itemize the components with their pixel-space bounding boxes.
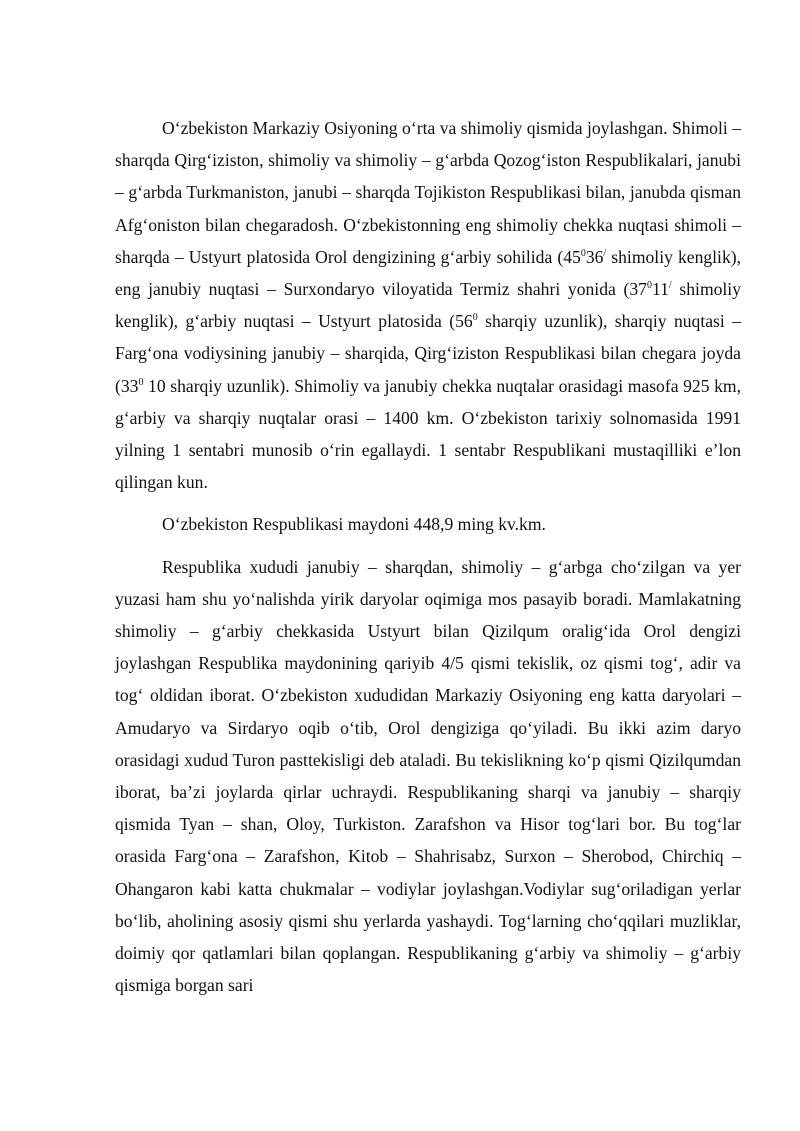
paragraph-relief: Respublika xududi janubiy – sharqdan, shimoliy – g‘arbga cho‘zilgan va yer yuzasi ham shu yo‘nalishda yirik daryolar oqimiga mos pasayib boradi. Mamlakatning shimoliy – g‘arbiy chekkasida Ustyurt bilan Qizilqum oralig‘ida Orol dengizi joylashgan Respublika maydonining qariyib 4/5 qismi tekislik, oz qismi tog‘, adir va tog‘ oldidan iborat. O‘zbekiston xududidan Markaziy Osiyoning eng katta daryolari – Amudaryo va Sirdaryo oqib o‘tib, Orol dengiziga qo‘yiladi. Bu ikki azim daryo orasidagi xudud Turon pasttekisligi deb ataladi. Bu tekislikning ko‘p qismi Qizilqumdan iborat, ba’zi joylarda qirlar uchraydi. Respublikaning sharqi va janubiy – sharqiy qismida Tyan – shan, Oloy, Turkiston. Zarafshon va Hisor tog‘lari bor. Bu tog‘lar orasida Farg‘ona – Zarafshon, Kitob – Shahrisabz, Surxon – Sherobod, Chirchiq – Ohangaron kabi katta chukmalar – vodiylar joylashgan.Vodiylar sug‘oriladigan yerlar bo‘lib, aholining asosiy qismi shu yerlarda yashaydi. Tog‘larning cho‘qqilari muzliklar, doimiy qor qatlamlari bilan qoplangan. Respublikaning g‘arbiy va shimoliy – g‘arbiy qismiga borgan sari — [115, 556, 741, 996]
paragraph-geography-borders: O‘zbekiston Markaziy Osiyoning o‘rta va shimoliy qismida joylashgan. Shimoli – sharqda Qirg‘iziston, shimoliy va shimoliy – g‘arbda Qozog‘iston Respublikalari, janubi – g‘arbda Turkmaniston, janubi – sharqda Tojikiston Respublikasi bilan, janubda qisman Afg‘oniston bilan chegaradosh. O‘zbekistonning eng shimoliy chekka nuqtasi shimoli – sharqda – Ustyurt platosida Orol dengizining g‘arbiy sohilida ($45^036^/$ shimoliy kenglik), eng janubiy nuqtasi – Surxondaryo viloyatida Termiz shahri yonida ($37^011^/$ shimoliy kenglik), g‘arbiy nuqtasi – Ustyurt platosida ($56^0$ sharqiy uzunlik), sharqiy nuqtasi – Farg‘ona vodiysining janubiy – sharqida, Qirg‘iziston Respublikasi bilan chegara joyda ($33^0$ 10 sharqiy uzunlik). Shimoliy va janubiy chekka nuqtalar orasidagi masofa 925 km, g‘arbiy va sharqiy nuqtalar orasi – 1400 km. O‘zbekiston tarixiy solnomasida 1991 yilning 1 sentabri munosib o‘rin egallaydi. 1 sentabr Respublikani mustaqilliki e’lon qilingan kun. — [115, 118, 742, 493]
document-page — [115, 112, 741, 1001]
paragraph-area: O‘zbekiston Respublikasi maydoni 448,9 ming kv.km. — [162, 514, 546, 535]
